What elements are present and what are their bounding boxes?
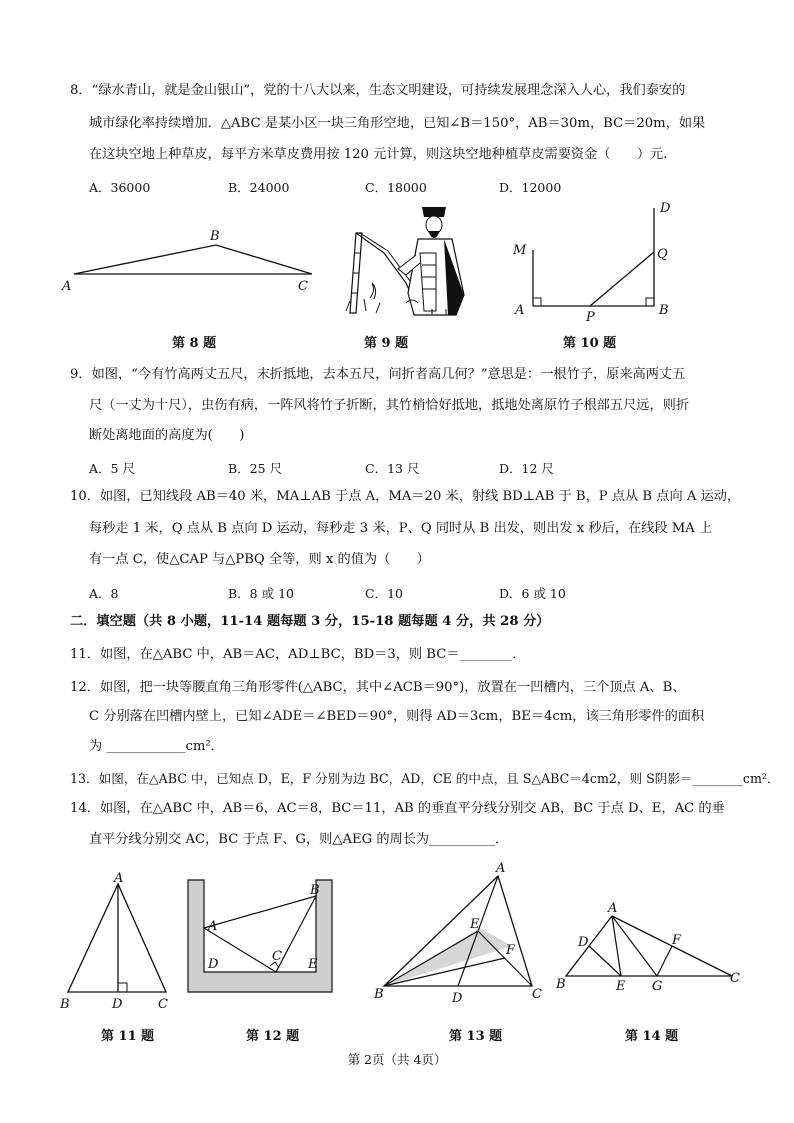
fig10-label-m: M xyxy=(513,243,527,258)
fig14-bisector-fg xyxy=(657,946,672,976)
fig8-label-a: A xyxy=(62,279,72,294)
fig14-label-a: A xyxy=(608,901,618,916)
fig13-label-a: A xyxy=(496,861,506,876)
q9-options xyxy=(89,459,689,477)
q10-option-c: C．10 xyxy=(365,586,403,601)
fig10-segment-pq xyxy=(590,252,654,306)
fig12-label-d: D xyxy=(208,957,219,972)
q8-option-c: C．18000 xyxy=(365,180,427,195)
fig10-label-p: P xyxy=(586,310,595,325)
q12-line2: C 分别落在凹槽内壁上，已知∠ADE＝∠BED＝90°，则得 AD＝3cm，BE＝4cm，该三角形零件的面积 xyxy=(89,709,705,724)
fig11-label-c: C xyxy=(158,997,168,1012)
figure-14 xyxy=(554,900,744,995)
figure-13 xyxy=(372,858,552,1006)
fig10-label-q: Q xyxy=(657,247,668,262)
fig13-label-b: B xyxy=(374,987,384,1002)
figure-12 xyxy=(186,878,336,996)
q13-line1: 13．如图，在△ABC 中，已知点 D，E，F 分别为边 BC，AD，CE 的中点，且 S△ABC＝4cm2，则 S阴影＝________cm²． xyxy=(70,771,780,786)
q9-option-c: C．13 尺 xyxy=(365,461,420,476)
fig13-triangle xyxy=(384,876,532,986)
q9-line2: 尺（一丈为十尺），虫伤有病，一阵风将竹子折断，其竹梢恰好抵地，抵地处离原竹子根部五尺远，则折 xyxy=(89,398,690,413)
fig11-label-d: D xyxy=(112,997,123,1012)
fig10-caption: 第 10 题 xyxy=(563,336,617,351)
figure-10 xyxy=(510,198,670,323)
q10-options xyxy=(89,584,689,602)
q10-option-d: D．6 或 10 xyxy=(499,586,566,601)
fig13-shaded-region xyxy=(384,928,512,986)
q10-line2: 每秒走 1 米，Q 点从 B 点向 D 运动，每秒走 3 米，P、Q 同时从 B 出发，则出发 x 秒后，在线段 MA 上 xyxy=(89,521,713,536)
q9-line1: 9．如图，“今有竹高两丈五尺，末折抵地，去本五尺，问折者高几何？”意思是：一根竹子，原来高两丈五 xyxy=(70,367,686,382)
q14-line1: 14．如图，在△ABC 中，AB＝6，AC＝8，BC＝11，AB 的垂直平分线分别交 AB，BC 于点 D、E，AC 的垂 xyxy=(70,801,725,816)
q9-line3: 断处离地面的高度为( ) xyxy=(89,428,245,443)
fig10-label-b: B xyxy=(659,303,669,318)
q10-option-a: A．8 xyxy=(89,586,119,601)
q14-line2: 直平分线分别交 AC，BC 于点 F、G，则△AEG 的周长为__________． xyxy=(89,832,509,847)
fig8-caption: 第 8 题 xyxy=(172,336,217,351)
fig8-label-b: B xyxy=(210,229,220,244)
q11-line1: 11．如图，在△ABC 中，AB＝AC，AD⊥BC，BD＝3，则 BC＝________． xyxy=(70,647,526,662)
fig14-label-e: E xyxy=(616,979,626,994)
fig10-right-angle-b xyxy=(646,298,654,306)
q12-line1: 12．如图，把一块等腰直角三角形零件(△ABC，其中∠ACB＝90°)，放置在一凹槽内，三个顶点 A、B、 xyxy=(70,680,686,695)
fig14-segment-ae xyxy=(612,916,621,976)
fig11-label-a: A xyxy=(114,871,124,886)
scholar-figure-icon xyxy=(398,207,464,315)
fig11-caption: 第 11 题 xyxy=(101,1029,155,1044)
q8-options xyxy=(89,178,689,196)
fig12-caption: 第 12 题 xyxy=(246,1029,300,1044)
q8-option-d: D．12000 xyxy=(499,180,562,195)
figure-8 xyxy=(60,228,330,298)
section2-heading: 二．填空题（共 8 小题，11-14 题每题 3 分，15-18 题每题 4 分，共 28 分） xyxy=(70,614,550,629)
fig11-triangle xyxy=(68,884,166,992)
fig9-caption: 第 9 题 xyxy=(364,336,409,351)
fig10-label-d: D xyxy=(660,201,671,216)
q9-option-b: B．25 尺 xyxy=(228,461,283,476)
fig14-label-f: F xyxy=(672,933,682,948)
q9-option-d: D．12 尺 xyxy=(499,461,554,476)
q9-option-a: A．5 尺 xyxy=(89,461,135,476)
figure-11 xyxy=(58,870,188,1010)
fig8-label-c: C xyxy=(298,279,308,294)
fig12-triangle xyxy=(204,896,316,972)
fig13-label-f: F xyxy=(506,943,516,958)
fig12-label-e: E xyxy=(308,957,318,972)
q8-option-b: B．24000 xyxy=(228,180,290,195)
fig14-label-b: B xyxy=(556,977,566,992)
fig14-triangle xyxy=(566,916,732,976)
q10-line3: 有一点 C，使△CAP 与△PBQ 全等，则 x 的值为（ ） xyxy=(89,552,430,567)
fig14-label-d: D xyxy=(578,935,589,950)
fig14-label-c: C xyxy=(730,971,740,986)
figure-9-illustration xyxy=(336,203,466,318)
fig14-bisector-de xyxy=(589,946,621,976)
fig14-label-g: G xyxy=(652,979,663,994)
fig12-label-b: B xyxy=(310,883,320,898)
fig13-label-e: E xyxy=(470,917,480,932)
q8-option-a: A．36000 xyxy=(89,180,151,195)
q8-line3: 在这块空地上种草皮，每平方米草皮费用按 120 元计算，则这块空地种植草皮需要资金（ ）元. xyxy=(89,147,668,162)
q8-line2: 城市绿化率持续增加．△ABC 是某小区一块三角形空地，已知∠B＝150°，AB＝30m，BC＝20m，如果 xyxy=(89,116,706,131)
fig14-caption: 第 14 题 xyxy=(625,1029,679,1044)
fig12-label-c: C xyxy=(272,949,282,964)
q10-option-b: B．8 或 10 xyxy=(228,586,294,601)
fig11-label-b: B xyxy=(60,997,70,1012)
q8-line1: 8．“绿水青山，就是金山银山”，党的十八大以来，生态文明建设，可持续发展理念深入人心，我们泰安的 xyxy=(70,83,686,98)
q10-line1: 10．如图，已知线段 AB＝40 米，MA⊥AB 于点 A，MA＝20 米，射线 BD⊥AB 于 B，P 点从 B 点向 A 运动， xyxy=(70,489,741,504)
fig13-label-c: C xyxy=(532,987,542,1002)
fig13-label-d: D xyxy=(452,991,463,1006)
fig12-label-a: A xyxy=(208,919,218,934)
page-footer: 第 2页（共 4页） xyxy=(347,1052,447,1067)
fig14-segment-ag xyxy=(612,916,657,976)
fig11-right-angle xyxy=(118,983,127,992)
fig10-right-angle-a xyxy=(533,298,541,306)
q12-line3: 为 ____________cm²． xyxy=(89,739,224,754)
fig10-label-a: A xyxy=(515,303,525,318)
fig13-caption: 第 13 题 xyxy=(449,1029,503,1044)
fig8-triangle xyxy=(74,245,312,274)
